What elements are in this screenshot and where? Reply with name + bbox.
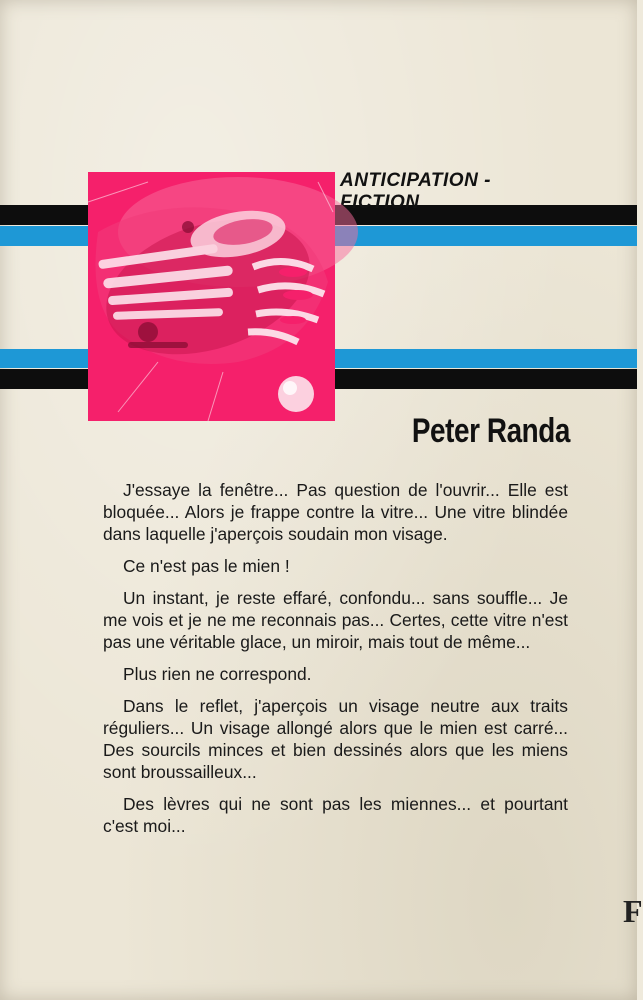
blurb-paragraph: J'essaye la fenêtre... Pas question de l'ouvrir... Elle est bloquée... Alors je frappe contre la vitre... Une vitre blindée dans laquelle j'aperçois soudain mon visage.	[103, 480, 568, 544]
series-label: ANTICIPATION - FICTION	[340, 170, 491, 213]
blurb-paragraph: Dans le reflet, j'aperçois un visage neutre aux traits réguliers... Un visage allongé alors que le mien est carré... Des sourcils minces et bien dessinés alors que les miens sont broussailleux...	[103, 696, 568, 782]
blurb-text	[103, 479, 568, 847]
author-name: Peter Randa	[411, 412, 570, 450]
blurb-paragraph: Un instant, je reste effaré, confondu... sans souffle... Je me vois et je ne me reconnais pas... Certes, cette vitre n'est pas une véritable glace, un miroir, mais tout de même...	[103, 588, 568, 652]
blurb-paragraph: Des lèvres qui ne sont pas les miennes... et pourtant c'est moi...	[103, 794, 568, 836]
blurb-paragraph: Plus rien ne correspond.	[123, 664, 312, 684]
blurb-paragraph: Ce n'est pas le mien !	[123, 556, 290, 576]
edge-fragment: F	[623, 893, 643, 929]
spaceship-illustration	[88, 172, 335, 421]
cover-illustration	[88, 172, 335, 421]
